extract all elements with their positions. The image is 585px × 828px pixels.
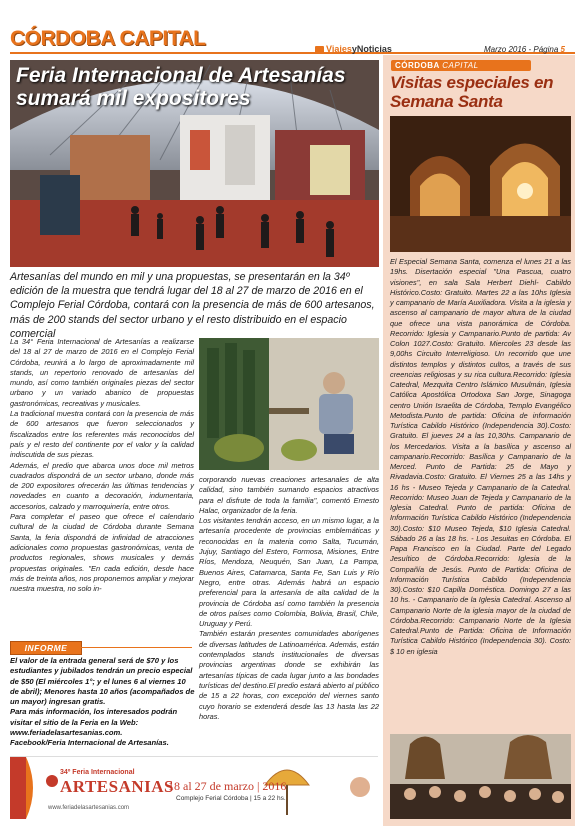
church-illustration xyxy=(390,116,571,252)
informe-paragraph: El valor de la entrada general será de $70 y los estudiantes y jubilados tendrán un precio especial de $50 (El miércoles 1°; y el lunes 6 al viernes 10 de abril); Menores hasta 10 años (acompañados de un mayor) ingresan gratis. xyxy=(10,656,195,707)
article-paragraph: corporando nuevas creaciones artesanales de alta calidad, sino también sumando espacios atractivos para el disfrute de toda la familia", comentó Ernesto Halac, organizador de la feria. xyxy=(199,475,379,515)
banner-dates: 18 al 27 de marzo | 2016 xyxy=(168,779,287,793)
article-column-2 xyxy=(199,475,379,722)
main-headline: Feria Internacional de Artesanías sumará mil expositores xyxy=(16,64,346,110)
article-paragraph: Además, el predio que abarca unos doce mil metros cuadrados dispondrá de un sector urbano, donde más de 200 expositores ofrecerán las últimas tendencias y novedades en cuanto a decoración, indumentaria, accesorios, calzado y marroquinería, entre otros. xyxy=(10,460,194,511)
sidebar-section-tag xyxy=(391,60,531,71)
informe-box xyxy=(10,656,196,749)
article-paragraph: La tradicional muestra contará con la presencia de más de 600 artesanos que fueron seleccionados y fiscalizados entre los referentes más reconocidos del país y el resto del continente por el valor y la calidad indiscutida de sus piezas. xyxy=(10,409,194,460)
article-paragraph: Para completar el paseo que ofrece el calendario cultural de la ciudad de Córdoba durante Semana Santa, la feria dispondrá de infinidad de atracciones adicionales como propuestas gastronómicas, venta de productos regionales, shows musicales y demás propuestas originales. "En cada edición, desde hace más de treinta años, nos proponemos ampliar y mejorar nuestra muestra, no solo in- xyxy=(10,512,194,594)
issue-date-text: Marzo 2016 - Página xyxy=(484,45,559,54)
bells-photo xyxy=(390,734,571,819)
lede-paragraph: Artesanías del mundo en mil y una propuestas, se presentarán en la 34º edición de la muestra que tendrá lugar del 18 al 27 de marzo de 2016 en el Complejo Ferial Córdoba, contará con la presencia de más de 600 artesanos, más de 200 stands del sector urbano y el resto distribuido en el espacio comercial xyxy=(10,271,375,340)
sidebar-article xyxy=(390,257,571,657)
banner-edition: 34º Feria Internacional xyxy=(60,769,135,776)
article-paragraph: También estarán presentes comunidades aborígenes de diversas latitudes de Latinoamérica. Además, están contemplados stands institucionales de diversas provincias argentinas donde se exhibirán las artesanías típicas de cada lugar junto a las bondades turísticas del destino.El predio estará abierto al público de 15 a 22 horas, con excepción del viernes santo cuyo horario se extenderá desde las 13 hasta las 22 horas. xyxy=(199,629,379,721)
fair-banner-ad[interactable] xyxy=(10,756,378,819)
issue-date xyxy=(484,45,565,54)
magazine-logo xyxy=(315,44,392,54)
bells-illustration xyxy=(390,734,571,819)
sun-icon xyxy=(46,775,58,787)
sidebar-tag-a: CÓRDOBA xyxy=(395,61,440,70)
informe-tag: INFORME xyxy=(10,641,82,655)
informe-facebook[interactable]: Facebook/Feria Internacional de Artesanías. xyxy=(10,738,169,748)
article-paragraph: La 34° Feria Internacional de Artesanías a realizarse del 18 al 27 de marzo de 2016 en el Complejo Ferial Córdoba, reunirá a lo largo de aproximadamente mil stands, un repertorio renovado de artesanías del mundo, así como también originales piezas del sector urbano y un variado abanico de propuestas gastronómicas, recreativas y musicales. xyxy=(10,337,194,408)
artisan-illustration xyxy=(199,338,379,470)
logo-icon xyxy=(315,46,324,53)
banner-place: Complejo Ferial Córdoba | 15 a 22 hs. xyxy=(176,795,286,802)
logo-text-b: yNoticias xyxy=(351,44,392,54)
informe-link[interactable]: www.feriadelasartesanias.com. xyxy=(10,728,123,738)
banner-name: ARTESANIAS xyxy=(60,777,174,796)
article-column-1 xyxy=(10,337,194,594)
logo-text-a: Viajes xyxy=(326,44,352,54)
sidebar-paragraph: El Especial Semana Santa, comenza el lunes 21 a las 19hs. Disertación especial "Una Pascua, cuatro visiones", en sala Sala Herbert Diehl- Cabildo Histórico.Costo: Gratuito. Martes 22 a las 10hs Iglesia y campanario de María Auxiliadora. Visita a la iglesia y ascenso al campanario de mayor altura de la ciudad que ofrece una vista panorámica de Córdoba. Recorrido: Iglesia y Campanario.Punto de partida: Av Colon 1027.Costo: Gratuito. Miercoles 23 desde las 9,00hs Circuito Interreligioso. Un recorrido que une distintos templos y distintos cultos, a través de sus creencias religiosas y su rica cultura.Recorrido: Iglesia Catedral, Mezquita Centro Islámico Musulmán, Iglesia Católica Apostólica Ortodoxa San Jorge, Sinagoga centro Unión Israelita de Córdoba, Templo Evangélico Metodista.Punto de partida: Oficina de información Turística Cabildo Histórico (Independencia 30).Costo: Gratuito. El jueves 24 a las 10,30hs. Campanario de los Mercedarios. Visita a la basílica y ascenso al campanario.Recorrido: Basílica y Campanario de la Merced. Punto de Partida: 25 de Mayo y Rivadavia.Costo: Gratuito. El Viernes 25 a las 14hs y 16 hs - Museo Tejeda y Campanario de la Catedral. Recorrido: Museo Juan de Tejeda y Campanario de la Iglesia Catedral. Punto de partida: Oficina de Información Turística Cabildo Histórico (Independencia 30).Costo: $10 Museo Tejeda, $10 Iglesia Catedral. Sábado 26 a las 18 hs. - Los Jesuitas en Córdoba. El Papa Francisco en la Ciudad. Parte del Legado Jesuítico de Córdoba.Recorrido: Iglesia de la Compañía de Jesús. Punto de Partida: Oficina de Información Turística Cabildo (Independencia 30).Costo: $10 Capilla Doméstica. Domingo 27 a las 10 hs. - Campanario de la Iglesia Catedral. Ascenso al Campanario Norte de la iglesia mayor de la ciudad de Córdoba.Recorrido: Campanario Norte de la Iglesia Catedral.Punto de Partida: Oficina de Información Turística Cabildo Histórico (Independencia 30). Costo: $ 10 en iglesia xyxy=(390,257,571,656)
article-paragraph: Los visitantes tendrán acceso, en un mismo lugar, a la artesanía procedente de provincias emblemáticas y reconocidas en la materia como Salta, Tucumán, Jujuy, Santiago del Estero, Formosa, Misiones, Entre Ríos, Mendoza, Neuquén, San Juan, La Pampa, Buenos Aires, Catamarca, Santa Fe, San Luis y Río Negro, entre otras. Además habrá un espacio preferencial para la artesanía de alta calidad de la provincia de Córdoba así como también la presencia de otros países como Colombia, Bolivia, Brasil, Chile, Uruguay y Perú. xyxy=(199,516,379,629)
sidebar-title: Visitas especiales en Semana Santa xyxy=(390,73,554,111)
page-number: 5 xyxy=(560,45,565,54)
banner-web: www.feriadelasartesanias.com xyxy=(48,805,130,811)
church-interior-photo xyxy=(390,116,571,252)
informe-rule xyxy=(80,647,192,648)
artisan-photo xyxy=(199,338,379,470)
informe-paragraph: Para más información, los interesados podrán visitar el sitio de la Feria en la Web: xyxy=(10,707,178,727)
section-title: CÓRDOBA CAPITAL xyxy=(10,27,206,50)
sidebar-tag-b: CAPITAL xyxy=(442,61,479,70)
